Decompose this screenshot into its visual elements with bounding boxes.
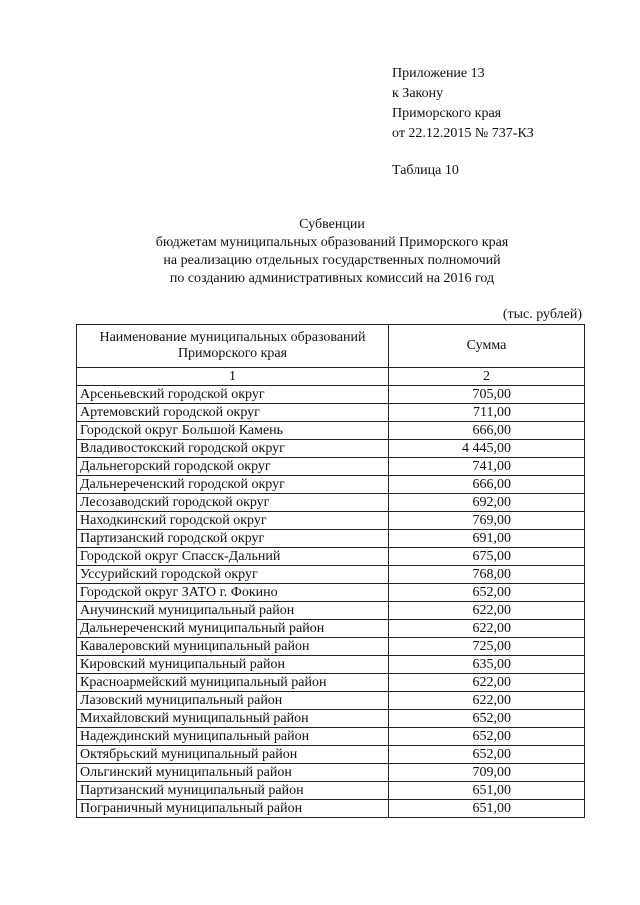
table-row <box>77 620 585 638</box>
subvention-amount: 652,00 <box>389 584 585 602</box>
table-row <box>77 764 585 782</box>
subvention-amount: 692,00 <box>389 494 585 512</box>
appendix-line: к Закону <box>392 86 444 101</box>
municipality-name: Кировский муниципальный район <box>77 656 389 674</box>
municipality-name: Анучинский муниципальный район <box>77 602 389 620</box>
subvention-amount: 691,00 <box>389 530 585 548</box>
header-amount: Сумма <box>389 325 585 368</box>
subventions-table <box>76 324 585 818</box>
header-name-line: Наименование муниципальных образований <box>99 330 366 345</box>
municipality-name: Артемовский городской округ <box>77 404 389 422</box>
municipality-name: Кавалеровский муниципальный район <box>77 638 389 656</box>
subvention-amount: 635,00 <box>389 656 585 674</box>
appendix-line: Приложение 13 <box>392 66 485 81</box>
subvention-amount: 652,00 <box>389 746 585 764</box>
subvention-amount: 651,00 <box>389 782 585 800</box>
table-row <box>77 566 585 584</box>
subvention-amount: 741,00 <box>389 458 585 476</box>
table-row <box>77 674 585 692</box>
table-row <box>77 440 585 458</box>
table-row <box>77 386 585 404</box>
subvention-amount: 768,00 <box>389 566 585 584</box>
subvention-amount: 652,00 <box>389 710 585 728</box>
table-row <box>77 656 585 674</box>
table-row <box>77 512 585 530</box>
subvention-amount: 705,00 <box>389 386 585 404</box>
table-row <box>77 782 585 800</box>
subvention-amount: 622,00 <box>389 620 585 638</box>
subvention-amount: 4 445,00 <box>389 440 585 458</box>
municipality-name: Михайловский муниципальный район <box>77 710 389 728</box>
municipality-name: Дальнереченский муниципальный район <box>77 620 389 638</box>
table-row <box>77 476 585 494</box>
municipality-name: Красноармейский муниципальный район <box>77 674 389 692</box>
appendix-line: Приморского края <box>392 106 502 121</box>
municipality-name: Лесозаводский городской округ <box>77 494 389 512</box>
units-label: (тыс. рублей) <box>502 307 582 322</box>
subvention-amount: 652,00 <box>389 728 585 746</box>
subvention-amount: 622,00 <box>389 692 585 710</box>
column-number-row <box>77 368 585 386</box>
document-heading <box>80 216 584 288</box>
heading-line: бюджетам муниципальных образований Приморского края <box>155 235 509 250</box>
table-row <box>77 404 585 422</box>
subvention-amount: 675,00 <box>389 548 585 566</box>
column-number: 2 <box>389 368 585 386</box>
municipality-name: Городской округ Спасск-Дальний <box>77 548 389 566</box>
subvention-amount: 622,00 <box>389 674 585 692</box>
municipality-name: Партизанский городской округ <box>77 530 389 548</box>
table-label: Таблица 10 <box>392 163 459 178</box>
table-row <box>77 584 585 602</box>
table-row <box>77 494 585 512</box>
municipality-name: Лазовский муниципальный район <box>77 692 389 710</box>
appendix-line: от 22.12.2015 № 737-КЗ <box>392 126 534 141</box>
table-row <box>77 710 585 728</box>
subvention-amount: 769,00 <box>389 512 585 530</box>
table-row <box>77 422 585 440</box>
municipality-name: Дальнереченский городской округ <box>77 476 389 494</box>
table-row <box>77 530 585 548</box>
subvention-amount: 651,00 <box>389 800 585 818</box>
subvention-amount: 711,00 <box>389 404 585 422</box>
table-row <box>77 746 585 764</box>
header-name <box>77 325 389 368</box>
municipality-name: Пограничный муниципальный район <box>77 800 389 818</box>
table-header-row <box>77 325 585 368</box>
municipality-name: Партизанский муниципальный район <box>77 782 389 800</box>
municipality-name: Дальнегорский городской округ <box>77 458 389 476</box>
table-row <box>77 548 585 566</box>
table-row <box>77 728 585 746</box>
table-row <box>77 458 585 476</box>
municipality-name: Городской округ Большой Камень <box>77 422 389 440</box>
municipality-name: Владивостокский городской округ <box>77 440 389 458</box>
subvention-amount: 666,00 <box>389 476 585 494</box>
table-row <box>77 800 585 818</box>
table-body <box>77 386 585 818</box>
heading-line: на реализацию отдельных государственных полномочий <box>163 253 501 268</box>
municipality-name: Арсеньевский городской округ <box>77 386 389 404</box>
municipality-name: Уссурийский городской округ <box>77 566 389 584</box>
municipality-name: Находкинский городской округ <box>77 512 389 530</box>
appendix-reference <box>392 64 534 144</box>
subvention-amount: 622,00 <box>389 602 585 620</box>
municipality-name: Октябрьский муниципальный район <box>77 746 389 764</box>
subvention-amount: 725,00 <box>389 638 585 656</box>
table-row <box>77 602 585 620</box>
column-number: 1 <box>77 368 389 386</box>
subvention-amount: 709,00 <box>389 764 585 782</box>
heading-line: Субвенции <box>299 217 365 232</box>
municipality-name: Надеждинский муниципальный район <box>77 728 389 746</box>
table-row <box>77 692 585 710</box>
municipality-name: Ольгинский муниципальный район <box>77 764 389 782</box>
municipality-name: Городской округ ЗАТО г. Фокино <box>77 584 389 602</box>
heading-line: по созданию административных комиссий на 2016 год <box>169 271 495 286</box>
header-name-line: Приморского края <box>177 346 288 361</box>
subvention-amount: 666,00 <box>389 422 585 440</box>
table-row <box>77 638 585 656</box>
